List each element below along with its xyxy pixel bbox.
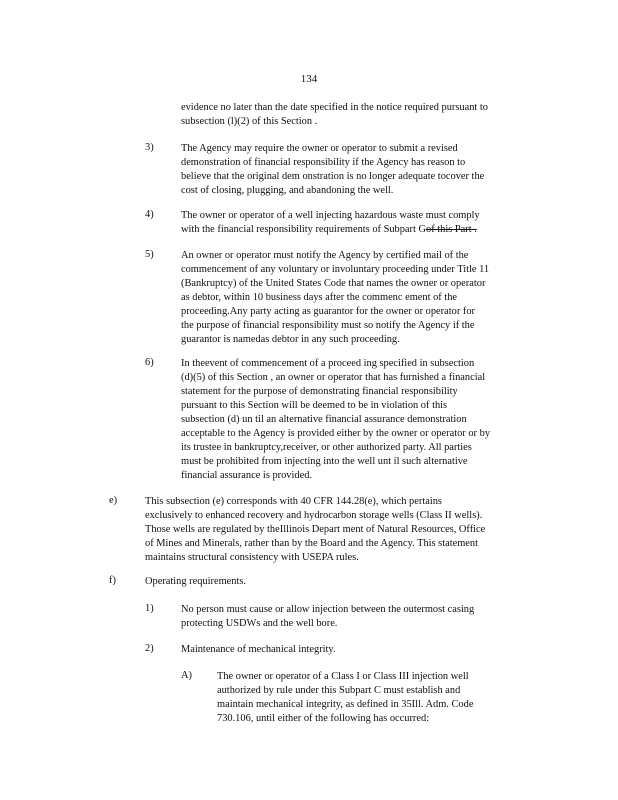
item-f2-title: Maintenance of mechanical integrity. <box>181 644 336 655</box>
text-line: The owner or operator of a well injecting hazardous waste must comply <box>181 210 480 221</box>
text-line: evidence no later than the date specified in the notice required pursuant to <box>181 102 488 113</box>
item-label-f2: 2) <box>145 643 154 654</box>
text-line: maintains structural consistency with USEPA rules. <box>145 552 359 563</box>
text-line: This subsection (e) corresponds with 40 CFR 144.28(e), which pertains <box>145 496 442 507</box>
intro-paragraph <box>181 101 488 129</box>
item-label-fA: A) <box>181 670 192 681</box>
section-e-paragraph <box>145 495 485 565</box>
section-f-title: Operating requirements. <box>145 576 246 587</box>
section-label-e: e) <box>109 495 118 506</box>
text-line: Those wells are regulated by theIllinois Depart ment of Natural Resources, Office <box>145 524 486 535</box>
text-line: its trustee in bankruptcy,receiver, or other authorized party. All parties <box>181 442 472 453</box>
text-line: statement for the purpose of demonstrating financial responsibility <box>181 386 458 397</box>
item-fA-paragraph <box>217 670 473 726</box>
text-line: The Agency may require the owner or operator to submit a revised <box>181 143 458 154</box>
item-label-4: 4) <box>145 209 154 220</box>
text-line: 730.106, until either of the following has occurred: <box>217 713 430 724</box>
item-label-3: 3) <box>145 142 154 153</box>
text-line: must be prohibited from injecting into the well unt il such alternative <box>181 456 468 467</box>
text-line: The owner or operator of a Class I or Class III injection well <box>217 671 469 682</box>
text-line: financial assurance is provided. <box>181 470 312 481</box>
text-line <box>181 223 480 237</box>
text-line: pursuant to this Section will be deemed to be in violation of this <box>181 400 448 411</box>
text-line: proceeding.Any party acting as guarantor for the owner or operator for <box>181 306 475 317</box>
text-line: as debtor, within 10 business days after the commenc ement of the <box>181 292 458 303</box>
item-label-f1: 1) <box>145 603 154 614</box>
text-line: (d)(5) of this Section , an owner or operator that has furnished a financial <box>181 372 486 383</box>
text-line: believe that the original dem onstration is no longer adequate tocover the <box>181 171 485 182</box>
text-line: of Mines and Minerals, rather than by the Board and the Agency. This statement <box>145 538 478 549</box>
text-line: commencement of any voluntary or involuntary proceeding under Title 11 <box>181 264 490 275</box>
text-line: exclusively to enhanced recovery and hydrocarbon storage wells (Class II wells). <box>145 510 483 521</box>
text-line: acceptable to the Agency is provided either by the owner or operator or by <box>181 428 491 439</box>
text-line: protecting USDWs and the well bore. <box>181 618 338 629</box>
text-line: An owner or operator must notify the Agency by certified mail of the <box>181 250 469 261</box>
text-line: subsection (l)(2) of this Section . <box>181 116 318 127</box>
struck-text: of this Part . <box>426 224 477 235</box>
text-line: (Bankruptcy) of the United States Code that names the owner or operator <box>181 278 486 289</box>
text-line: authorized by rule under this Subpart C must establish and <box>217 685 461 696</box>
text-line: cost of closing, plugging, and abandoning the well. <box>181 185 394 196</box>
item-3-paragraph <box>181 142 484 198</box>
item-6-paragraph <box>181 357 490 483</box>
section-label-f: f) <box>109 575 116 586</box>
item-label-5: 5) <box>145 249 154 260</box>
text-line: guarantor is namedas debtor in any such proceeding. <box>181 334 400 345</box>
text-line: the purpose of financial responsibility must so notify the Agency if the <box>181 320 475 331</box>
text-line: No person must cause or allow injection between the outermost casing <box>181 604 475 615</box>
item-5-paragraph <box>181 249 489 347</box>
text-line: demonstration of financial responsibility if the Agency has reason to <box>181 157 466 168</box>
page-number: 134 <box>300 73 318 85</box>
text-line: maintain mechanical integrity, as defined in 35Ill. Adm. Code <box>217 699 474 710</box>
text-line: subsection (d) un til an alternative financial assurance demonstration <box>181 414 467 425</box>
item-4-paragraph <box>181 209 480 237</box>
text-line: In theevent of commencement of a proceed ing specified in subsection <box>181 358 475 369</box>
text-segment: with the financial responsibility requirements of Subpart G <box>181 224 426 235</box>
item-f1-paragraph <box>181 603 474 631</box>
item-label-6: 6) <box>145 357 154 368</box>
